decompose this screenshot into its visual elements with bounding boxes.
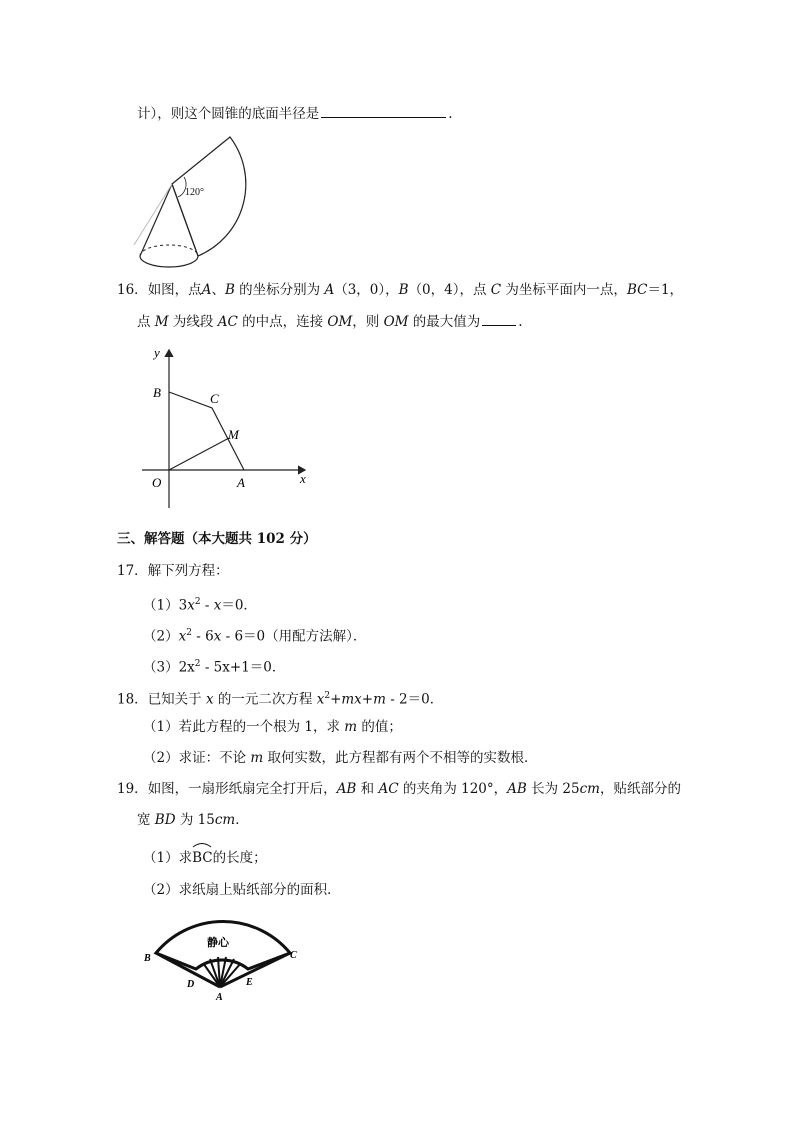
item-label: （1） xyxy=(143,850,179,866)
q16-coordinate-figure xyxy=(140,340,320,515)
segment-ab: AB xyxy=(336,781,357,797)
q18-number: 18． xyxy=(117,691,148,708)
unit-cm: cm xyxy=(214,812,236,828)
q15-tail-text: 计），则这个圆锥的底面半径是 xyxy=(137,106,320,122)
var-x: x xyxy=(213,597,222,614)
point-c: C xyxy=(490,282,502,298)
point-a: A xyxy=(324,282,335,298)
arc-mark xyxy=(192,842,212,848)
item-label: （2） xyxy=(143,628,179,645)
label-e: E xyxy=(246,977,253,988)
point-b: B xyxy=(224,282,235,298)
q16-end-mark: . xyxy=(518,314,523,330)
q17-title-line xyxy=(117,562,229,580)
q16-text: 点 xyxy=(137,314,155,330)
item-label: （1） xyxy=(143,719,179,735)
q17-item-1 xyxy=(143,593,257,615)
q15-end-mark: . xyxy=(448,106,453,122)
q16-text: 的中点，连接 xyxy=(237,314,328,330)
q18-sub1 xyxy=(143,718,402,736)
q19-text: 为 15 xyxy=(175,812,215,828)
angle-label: 120° xyxy=(185,187,204,198)
q16-line1 xyxy=(117,281,683,299)
q16-number: 16． xyxy=(117,282,148,298)
q16-coord-a: （3，0）， xyxy=(334,282,399,298)
label-x: x xyxy=(300,471,306,486)
q18-sub2 xyxy=(143,749,538,767)
cone-base-front xyxy=(140,256,198,267)
q16-text: 的坐标分别为 xyxy=(234,282,325,298)
var-x: x xyxy=(178,628,187,645)
item-coef: 3 xyxy=(178,597,188,614)
q16-text: 为线段 xyxy=(168,314,218,330)
q17-item-2 xyxy=(143,624,366,646)
q18-line xyxy=(117,687,443,709)
label-a: A xyxy=(237,475,245,490)
var-x: x xyxy=(187,597,195,614)
q19-text: ． xyxy=(235,812,249,828)
q19-sub1 xyxy=(143,849,267,867)
point-a: A xyxy=(201,282,212,298)
q18-text: 求证：不论 xyxy=(178,750,251,766)
arc-label: BC xyxy=(192,850,213,866)
item-label: （1） xyxy=(143,597,179,614)
q18-text: 的值； xyxy=(357,719,402,735)
item-text: - 5x+1＝0． xyxy=(200,659,286,676)
fan-text: 静心 xyxy=(207,937,229,949)
exponent: 2 xyxy=(194,597,201,607)
label-a: A xyxy=(216,992,223,1003)
q16-text: 如图，点 xyxy=(147,282,202,298)
label-c: C xyxy=(210,391,219,406)
arc-bc xyxy=(192,849,213,867)
label-y: y xyxy=(154,345,160,360)
q16-text: 为坐标平面内一点， xyxy=(501,282,627,298)
q17-item-3 xyxy=(143,655,285,677)
var-x: x xyxy=(316,691,325,708)
section3-title: 三、解答题（本大题共 102 分） xyxy=(117,531,317,547)
item-label: （3） xyxy=(143,659,179,676)
q19-text: 求纸扇上贴纸部分的面积． xyxy=(178,882,341,898)
q18-text: - 2＝0． xyxy=(385,691,444,708)
q16-coord-b: （0，4），点 xyxy=(408,282,491,298)
segment-om: OM xyxy=(383,314,409,330)
item-text: ＝0． xyxy=(221,597,257,614)
q19-text: 如图，一扇形纸扇完全打开后， xyxy=(147,781,337,797)
q19-text: 的夹角为 120°， xyxy=(398,781,508,797)
segment-ac: AC xyxy=(217,314,238,330)
q18-text: 取何实数，此方程都有两个不相等的实数根． xyxy=(263,750,538,766)
item-text: - 6＝0（用配方法解）． xyxy=(221,628,367,645)
eq-mid: +mx+m xyxy=(330,691,386,708)
q19-text: 求 xyxy=(178,850,193,866)
q19-line2 xyxy=(137,811,249,829)
exponent: 2 xyxy=(186,628,192,638)
item-label: （2） xyxy=(143,750,179,766)
label-o: O xyxy=(152,475,162,490)
segment-om-line xyxy=(169,438,229,470)
var-x: x xyxy=(205,691,214,708)
q15-cone-figure xyxy=(130,125,260,275)
segment-ac: AC xyxy=(378,781,399,797)
var-m: m xyxy=(344,719,358,735)
segment-ab: AB xyxy=(507,781,527,797)
q16-text: 的最大值为 xyxy=(408,314,481,330)
q16-answer-blank xyxy=(482,324,516,326)
sector-arc xyxy=(172,137,246,256)
q19-number: 19． xyxy=(117,781,148,797)
q17-title: 解下列方程： xyxy=(147,563,229,579)
label-b: B xyxy=(153,385,161,400)
q16-eq: ＝1， xyxy=(647,282,684,298)
exponent: 2 xyxy=(324,691,331,701)
q19-text: 和 xyxy=(356,781,379,797)
q17-number: 17． xyxy=(117,563,148,579)
q19-fan-figure xyxy=(138,908,318,1008)
segment-bd: BD xyxy=(154,812,176,828)
fan-edge-right xyxy=(220,953,290,987)
label-c: C xyxy=(290,950,297,961)
point-m: M xyxy=(154,314,169,330)
item-text: 2x xyxy=(178,659,195,676)
q19-text: ，贴纸部分的 xyxy=(599,781,681,797)
q19-line1 xyxy=(117,780,681,798)
q18-text: 的一元二次方程 xyxy=(213,691,317,708)
q19-text: 的长度； xyxy=(212,850,267,866)
segment-om: OM xyxy=(327,314,353,330)
q19-text: 长为 25 xyxy=(526,781,580,797)
q19-text: 宽 xyxy=(137,812,155,828)
q18-text: 已知关于 xyxy=(147,691,206,708)
item-text: - 6 xyxy=(191,628,214,645)
q16-text: ，则 xyxy=(352,314,384,330)
label-d: D xyxy=(187,979,195,990)
var-x: x xyxy=(213,628,222,645)
label-b: B xyxy=(144,953,151,964)
var-m: m xyxy=(250,750,264,766)
unit-cm: cm xyxy=(579,781,600,797)
q15-answer-blank xyxy=(321,116,446,118)
item-label: （2） xyxy=(143,882,179,898)
q16-line2 xyxy=(137,313,523,331)
point-b: B xyxy=(398,282,409,298)
exponent: 2 xyxy=(194,659,201,669)
item-text: - xyxy=(200,597,214,614)
cone-base-back xyxy=(140,245,198,256)
segment-bc: BC xyxy=(626,282,648,298)
label-m: M xyxy=(228,427,239,442)
q15-text-line xyxy=(137,105,453,123)
q19-sub2 xyxy=(143,881,341,899)
q18-text: 若此方程的一个根为 1，求 xyxy=(178,719,345,735)
q16-sep: 、 xyxy=(211,282,225,298)
cone-axis-left xyxy=(134,184,172,245)
